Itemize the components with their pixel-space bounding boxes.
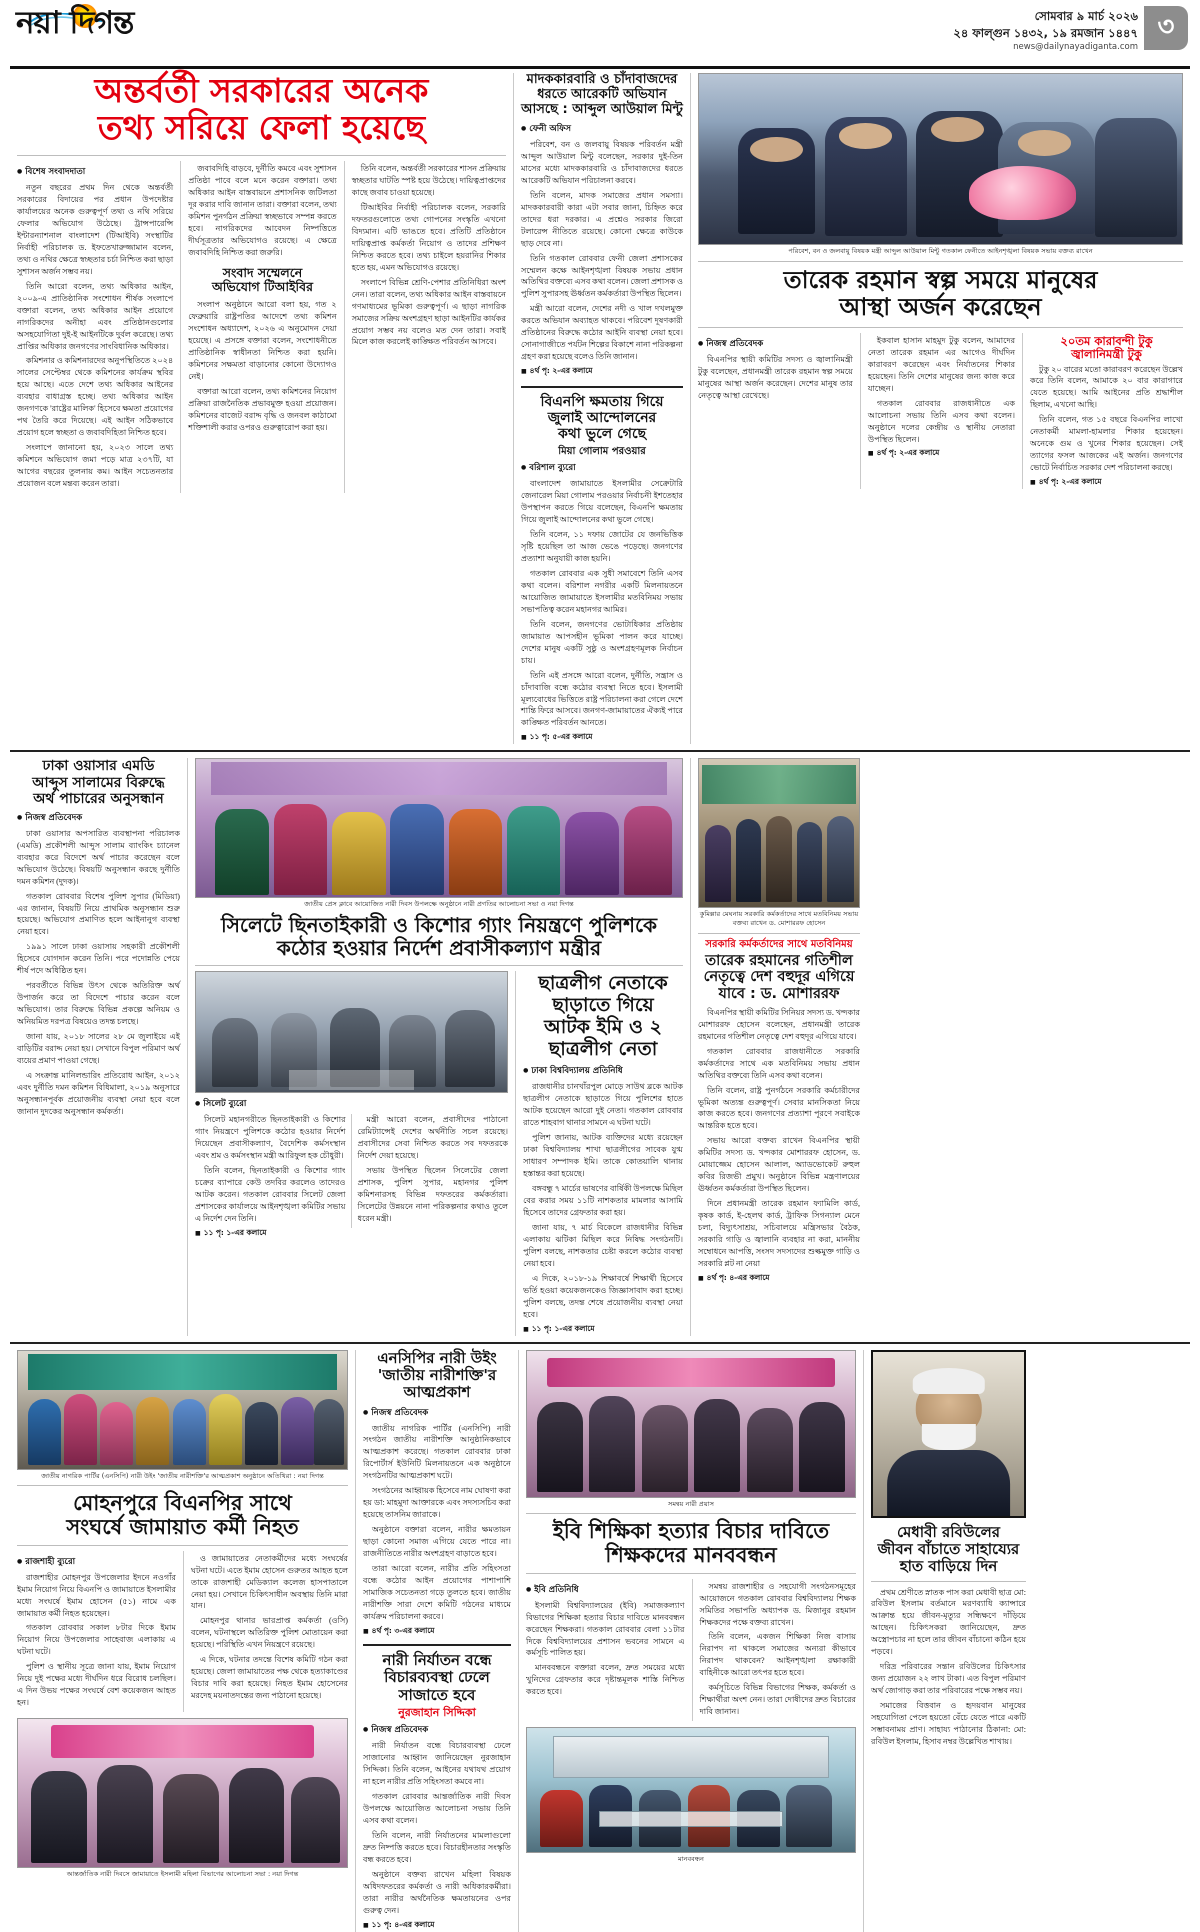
drug-story xyxy=(513,73,690,744)
paragraph: বক্তারা আরো বলেন, তথ্য কমিশনের নিয়োগ প্রক্রিয়া রাজনৈতিক প্রভাবমুক্ত হওয়া প্রয়োজন। কমিশনের বাজেট বরাদ্দ বৃদ্ধি ও জনবল কাঠামো শক্তিশালী করার ওপরও গুরুত্বারোপ করা হয়। xyxy=(188,387,337,433)
nari-divider xyxy=(363,1644,511,1646)
nari-body xyxy=(363,1740,511,1917)
nscp-jump[interactable]: ■ ৪র্থ পৃ: ৩-এর কলামে xyxy=(363,1626,511,1638)
sylhet-byline: ● সিলেট ব্যুরো xyxy=(195,1097,508,1111)
medhabi-line1: মেধাবী রবিউলের xyxy=(896,1522,1001,1541)
paragraph: প্রথম শ্রেণীতে স্নাতক পাস করা মেধাবী ছাত্র মো: রবিউল ইসলাম বর্তমানে মরণব্যাধি ক্যান্সারে আক্রান্ত হয়ে জীবন-মৃত্যুর সন্ধিক্ষণে দাঁড়িয়ে আছেন। চিকিৎসকরা জানিয়েছেন, দ্রুত অস্ত্রোপচার না হলে তার জীবন বাঁচানো কঠিন হয়ে পড়বে। xyxy=(871,1587,1026,1657)
bnp-july-line3: কথা ভুলে গেছে xyxy=(557,426,647,443)
paragraph: ও জামায়াতের নেতাকর্মীদের মধ্যে সংঘর্ষের ঘটনা ঘটে। এতে ইমাম হোসেন গুরুতর আহত হলে তাকে রাজশাহী মেডিক্যাল কলেজ হাসপাতালে নেয়া হয়। সেখানে চিকিৎসাধীন অবস্থায় তিনি মারা যান। xyxy=(191,1553,348,1611)
chatra-headline xyxy=(523,973,683,1060)
paragraph: গতকাল রোববার আন্তর্জাতিক নারী দিবস উপলক্ষে আয়োজিত আলোচনা সভায় তিনি এসব কথা বলেন। xyxy=(363,1791,511,1825)
sylhet-story xyxy=(187,758,690,1335)
paragraph: রাজধানীর চানখাঁরপুল মোড়ে সাউথ ব্লকে আটক ছাত্রলীগ নেতাকে ছাড়াতে গিয়ে পুলিশের হাতে আটক হয়েছেন আরো দুই নেতা। গতকাল রোববার রাতে শাহবাগ থানার সামনে এ ঘটনা ঘটে। xyxy=(523,1082,683,1128)
lead-headline xyxy=(17,73,506,147)
paragraph: সংগঠনের আহ্বায়ক হিসেবে নাম ঘোষণা করা হয় ডা: মাহমুদা আক্তারকে এবং সদস্যসচিব করা হয়েছে তাসনিম জারাকে। xyxy=(363,1486,511,1520)
tarek-col-3 xyxy=(1022,333,1183,489)
ibi-col-2 xyxy=(692,1579,857,1722)
sylhet-headline xyxy=(195,914,683,960)
mohanpur-divider-top xyxy=(17,1485,348,1486)
wasa-line3: অর্থ পাচারের অনুসন্ধান xyxy=(33,790,164,807)
paragraph: বঙ্গবন্ধু ৭ মার্চের ভাষণের বার্ষিকী উপলক্ষে মিছিল বের করার সময় ১১টি নাশকতার মামলার আসামি হিসেবে তাদের গ্রেফতার করা হয়। xyxy=(523,1184,683,1218)
paragraph: মন্ত্রী আরো বলেন, দেশের নদী ও খাল দখলমুক্ত করতে অভিযান অব্যাহত থাকবে। পরিবেশ দূষণকারী প্রতিষ্ঠানের বিরুদ্ধে কঠোর আইনি ব্যবস্থা নেয়া হবে। সোনাগাজীতে পর্যটন শিল্পের বিকাশে নানা পরিকল্পনা গ্রহণ করা হয়েছে বলেও তিনি জানান। xyxy=(521,304,683,362)
lead-byline: ● বিশেষ সংবাদদাতা xyxy=(17,165,173,179)
paragraph: বাংলাদেশ জামায়াতে ইসলামীর সেক্রেটারি জেনারেল মিয়া গোলাম পরওয়ার নির্বাচনী ইশতেহার উপস্থাপন করতে গিয়ে বলেছেন, বিএনপি ক্ষমতায় গিয়ে জুলাই আন্দোলনের কথা ভুলে গেছে। xyxy=(521,479,683,524)
lead-columns xyxy=(17,161,506,493)
mintu-photo xyxy=(698,73,1183,245)
paragraph: তিনি বলেন, ছিনতাইকারী ও কিশোর গ্যাং চক্রের ব্যাপারে কেউ তদবির করলেও তাদেরও আটক করেন। গতকাল রোববার সিলেট জেলা প্রশাসকের কার্যালয়ে আইনশৃঙ্খলা কমিটির সভায় এ নির্দেশ দেন তিনি। xyxy=(195,1165,346,1223)
paragraph: নতুন বছরের প্রথম দিন থেকে অন্তর্বর্তী সরকারের বিদায়ের পর প্রধান উপদেষ্টার কার্যালয়ের অনেক গুরুত্বপূর্ণ তথ্য ও নথি সরিয়ে ফেলার অভিযোগ উঠেছে। ট্রান্সপারেন্সি ইন্টারন্যাশনাল বাংলাদেশ (টিআইবি) সংস্থাটির নির্বাহী পরিচালক ড. ইফতেখারুজ্জামান বলেন, তথ্য ও নথির ক্ষেত্রে স্বচ্ছতার চর্চা নিশ্চিত করা ছাড়া সুশাসন অর্জন সম্ভব নয়। xyxy=(17,182,174,276)
meghna-photo-caption: কুমিল্লার মেঘনায় সরকারি কর্মকর্তাদের সাথে মতবিনিময় সভায় বক্তব্য রাখেন ড. মোশাররফ হোসেন xyxy=(699,910,859,927)
bnp-july-line2: জুলাই আন্দোলনের xyxy=(547,410,657,427)
mohanpur-line2: সংঘর্ষে জামায়াত কর্মী নিহত xyxy=(66,1515,299,1540)
paragraph: সংলাপ অনুষ্ঠানে আরো বলা হয়, গত ২ ফেব্রুয়ারি রাষ্ট্রপতির আদেশে তথ্য কমিশন সংশোধন অধ্যাদেশ, ২০২৬ এ অনুমোদন দেয়া হয়েছে। এ প্রসঙ্গে বক্তারা বলেন, সংশোধনীতে প্রাতিষ্ঠানিক স্বাধীনতা নিশ্চিত করা হয়নি। কমিশনের সক্ষমতা বাড়ানোর কোনো উদ্যোগও নেই। xyxy=(188,300,337,382)
tarek-columns xyxy=(698,333,1183,489)
lead-col-2 xyxy=(180,161,343,493)
tarek-byline: ● নিজস্ব প্রতিবেদক xyxy=(698,337,853,351)
drug-jump[interactable]: ■ ৪র্থ পৃ: ২-এর কলামে xyxy=(521,366,683,378)
wasa-line1: ঢাকা ওয়াসার এমডি xyxy=(42,758,155,775)
medhabi-line3: হাত বাড়িয়ে দিন xyxy=(899,1557,998,1576)
lead-col-3 xyxy=(344,161,506,493)
masthead-logo[interactable] xyxy=(16,5,134,41)
mohanpur-col2-body xyxy=(191,1553,348,1703)
paragraph: সিলেট মহানগরীতে ছিনতাইকারী ও কিশোর গ্যাং নিয়ন্ত্রণে পুলিশকে কঠোর হওয়ার নির্দেশ দিয়েছেন প্রবাসীকল্যাণ, বৈদেশিক কর্মসংস্থান এবং শ্রম ও কর্মসংস্থান মন্ত্রী আরিফুল হক চৌধুরী। xyxy=(195,1114,346,1160)
zone-divider-1 xyxy=(10,750,1190,752)
bottom-zone xyxy=(10,1350,1190,1932)
sylhet-divider xyxy=(195,965,683,966)
middle-zone xyxy=(10,758,1190,1335)
paragraph: মানববন্ধনে বক্তারা বলেন, দ্রুত সময়ের মধ্যে খুনিদের গ্রেফতার করে দৃষ্টান্তমূলক শাস্তি নিশ্চিত করতে হবে। xyxy=(526,1663,685,1697)
lead-col3-body xyxy=(352,163,506,349)
tarek-divider xyxy=(698,327,1183,328)
paragraph: জবাবদিহি বাড়বে, দুর্নীতি কমবে এবং সুশাসন প্রতিষ্ঠা পাবে বলে মনে করেন বক্তারা। তথ্য অধিকার আইন বাস্তবায়নে প্রশাসনিক জটিলতা দূর করার দাবি জানান তারা। বক্তারা বলেন, তথ্য কমিশন পুনর্গঠন প্রক্রিয়া স্বচ্ছভাবে সম্পন্ন করতে হবে। নাগরিকদের আবেদন নিষ্পত্তিতে দীর্ঘসূত্রতার অভিযোগও রয়েছে। এ ক্ষেত্রে জবাবদিহি নিশ্চিত করা জরুরি। xyxy=(188,163,337,257)
paragraph: তিনি গতকাল রোববার ফেনী জেলা প্রশাসকের সম্মেলন কক্ষে আইনশৃঙ্খলা বিষয়ক সভায় প্রধান অতিথির বক্তব্যে এসব কথা বলেন। জেলা প্রশাসক ও পুলিশ সুপারসহ ঊর্ধ্বতন কর্মকর্তারা উপস্থিত ছিলেন। xyxy=(521,253,683,299)
paragraph: অনুষ্ঠানে বক্তারা বলেন, নারীর ক্ষমতায়ন ছাড়া কোনো সমাজ এগিয়ে যেতে পারে না। রাজনীতিতে নারীর অংশগ্রহণ বাড়াতে হবে। xyxy=(363,1525,511,1559)
sylhet-photo xyxy=(195,971,508,1093)
tarek-col1-body xyxy=(698,354,853,402)
medhabi-story xyxy=(863,1350,1033,1932)
nscp-body xyxy=(363,1423,511,1624)
paragraph: তিনি বলেন, মাদক সমাজের প্রধান সমস্যা। মাদককারবারী কারা এটা সবার জানা, চিহ্নিত করে তাদের ধরা দরকার। এ প্রশ্নেও সরকার জিরো টলারেন্স নীতিতে রয়েছে। কোনো ক্ষেত্রে কাউকে ছাড় দেবে না। xyxy=(521,190,683,248)
paragraph: এ দিকে, ঘটনার তদন্তে বিশেষ কমিটি গঠন করা হয়েছে। জেলা জামায়াতের পক্ষ থেকে হত্যাকাণ্ডের বিচার দাবি করা হয়েছে। নিহত ইমাম হোসেনের মরদেহ ময়নাতদন্তের জন্য পাঠানো হয়েছে। xyxy=(191,1655,348,1701)
lead-divider xyxy=(17,155,506,156)
lead-col2-body xyxy=(188,163,336,259)
nari-line1: নারী নির্যাতন বন্ধে xyxy=(382,1651,492,1669)
paragraph: জাতীয় নাগরিক পার্টির (এনসিপি) নারী সংগঠন জাতীয় নারীশক্তি আনুষ্ঠানিকভাবে আত্মপ্রকাশ করেছে। গতকাল রোববার ঢাকা রিপোর্টার্স ইউনিটি মিলনায়তনে এক অনুষ্ঠানে সংগঠনটির আত্মপ্রকাশ ঘটে। xyxy=(363,1423,511,1481)
lead-headline-line2: তথ্য সরিয়ে ফেলা হয়েছে xyxy=(97,107,426,147)
paragraph: দরিদ্র পরিবারের সন্তান রবিউলের চিকিৎসার জন্য প্রয়োজন ২২ লাখ টাকা। এত বিপুল পরিমাণ অর্থ জোগাড় করা তার পরিবারের পক্ষে সম্ভব নয়। xyxy=(871,1662,1026,1696)
mohanpur-divider xyxy=(17,1545,348,1546)
nscp-line1: এনসিপির নারী উইং xyxy=(377,1348,497,1367)
nari-jump[interactable]: ■ ১১ পৃ: ৪-এর কলামে xyxy=(363,1920,511,1932)
nscp-line2: 'জাতীয় নারীশক্তি'র xyxy=(377,1366,497,1384)
tuku-sub-headline xyxy=(1030,335,1183,361)
tarek-divider-top xyxy=(698,261,1183,262)
nscp-headline xyxy=(363,1350,511,1402)
paragraph: গতকাল রোববার রাজধানীতে সরকারি কর্মকর্তাদের সাথে এক মতবিনিময় সভায় প্রধান অতিথির বক্তব্যে তিনি এসব কথা বলেন। xyxy=(698,1046,860,1080)
nari-proyas-photo xyxy=(526,1350,856,1498)
ibi-col-1 xyxy=(526,1579,692,1722)
narishakti-photo xyxy=(17,1350,348,1470)
chatra-line2: আটক ইমি ও ২ ছাত্রলীগ নেতা xyxy=(544,1015,662,1060)
sylhet-jump[interactable]: ■ ১১ পৃ: ১-এর কলামে xyxy=(195,1228,508,1240)
paragraph: সমাজের বিত্তবান ও হৃদয়বান মানুষের সহযোগিতা পেলে হয়তো বেঁচে যেতে পারে একটি সম্ভাবনাময় প্রাণ। সাহায্য পাঠানোর ঠিকানা: মো: রবিউল ইসলাম, হিসাব নম্বর উল্লেখিত শাখায়। xyxy=(871,1701,1026,1747)
paragraph: ১৯৯১ সালে ঢাকা ওয়াসায় সহকারী প্রকৌশলী হিসেবে যোগদান করেন তিনি। পরে পদোন্নতি পেয়ে শীর্ষ পদে অধিষ্ঠিত হন। xyxy=(17,942,180,976)
paragraph: সভায় উপস্থিত ছিলেন সিলেটের জেলা প্রশাসক, পুলিশ সুপার, মহানগর পুলিশ কমিশনারসহ বিভিন্ন দফতরের কর্মকর্তারা। সিলেটের উন্নয়নে নানা পরিকল্পনার কথাও তুলে ধরেন মন্ত্রী। xyxy=(357,1165,509,1223)
jamaat-mohila-photo xyxy=(17,1718,348,1868)
medhabi-line2: জীবন বাঁচাতে সাহায্যের xyxy=(877,1540,1020,1558)
paragraph: গতকাল রোববার রাজধানীতে এক আলোচনা সভায় তিনি এসব কথা বলেন। অনুষ্ঠানে দলের কেন্দ্রীয় ও স্থানীয় নেতারা উপস্থিত ছিলেন। xyxy=(867,398,1016,444)
paragraph: মোহনপুর থানার ভারপ্রাপ্ত কর্মকর্তা (ওসি) বলেন, ঘটনাস্থলে অতিরিক্ত পুলিশ মোতায়েন করা হয়েছে। পরিস্থিতি এখন নিয়ন্ত্রণে রয়েছে। xyxy=(191,1616,348,1650)
paragraph: তিনি বলেন, একজন শিক্ষিকা নিজ বাসায় নিরাপদ না থাকলে সমাজের অন্যরা কীভাবে নিরাপদ থাকবেন? আইনশৃঙ্খলা রক্ষাকারী বাহিনীকে আরো তৎপর হতে হবে। xyxy=(699,1632,856,1678)
nari-speaker: নুরজাহান সিদ্দিকা xyxy=(398,1705,476,1719)
paragraph: অনুষ্ঠানে বক্তব্য রাখেন মহিলা বিষয়ক অধিদফতরের কর্মকর্তা ও নারী অধিকারকর্মীরা। তারা নারীর অর্থনৈতিক ক্ষমতায়নের ওপর গুরুত্ব দেন। xyxy=(363,1869,511,1915)
nari-byline: ● নিজস্ব প্রতিবেদক xyxy=(363,1723,511,1737)
ibi-headline xyxy=(526,1519,856,1567)
chatra-body xyxy=(523,1081,683,1320)
paragraph: সংলাপে বিভিন্ন শ্রেণি-পেশার প্রতিনিধিরা অংশ নেন। তারা বলেন, তথ্য অধিকার আইন বাস্তবায়নে গণমাধ্যমের ভূমিকা গুরুত্বপূর্ণ। এ ছাড়া নাগরিক সমাজের সক্রিয় অংশগ্রহণ ছাড়া আইনটির কার্যকর প্রয়োগ সম্ভব নয় বলেও মত দেন তারা। সবাই মিলে কাজ করলেই কাঙ্ক্ষিত পরিবর্তন আসবে। xyxy=(351,277,506,347)
ibi-divider xyxy=(526,1573,856,1574)
tuku-jump[interactable]: ■ ৪র্থ পৃ: ২-এর কলামে xyxy=(1030,477,1183,489)
mohanpur-byline: ● রাজশাহী ব্যুরো xyxy=(17,1555,176,1569)
nari-line2: বিচারব্যবস্থা ঢেলে xyxy=(384,1668,490,1687)
lead-col2-body-2 xyxy=(188,299,336,434)
jamaat-mohila-caption: আন্তর্জাতিক নারী দিবসে জামায়াতে ইসলামী মহিলা বিভাগের আলোচনা সভা : নয়া দিগন্ত xyxy=(66,1870,299,1879)
govt-divider xyxy=(698,933,860,934)
mohanpur-col-2 xyxy=(183,1551,348,1713)
tarek-col-2 xyxy=(860,333,1022,489)
paragraph: তিনি বলেন, ১১ দফায় জোটের যে জনভিত্তিক সৃষ্টি হয়েছিল তা আজ ভেঙে পড়েছে। জনগণের প্রত্যাশা অনুযায়ী কাজ হয়নি। xyxy=(521,529,683,563)
paragraph: নারী নির্যাতন বন্ধে বিচারব্যবস্থা ঢেলে সাজানোর আহ্বান জানিয়েছেন নুরজাহান সিদ্দিকা। তিনি বলেন, আইনের যথাযথ প্রয়োগ না হলে নারীর প্রতি সহিংসতা কমবে না। xyxy=(363,1741,511,1786)
tarek-col2-body xyxy=(868,335,1015,446)
paragraph: টুকু ২০ বারের মতো কারাবরণ করেছেন উল্লেখ করে তিনি বলেন, আমাকে ২০ বার কারাগারে যেতে হয়েছে। আমি আইনের প্রতি শ্রদ্ধাশীল ছিলাম, এখনো আছি। xyxy=(1030,364,1183,410)
masthead-title: নয়া দিগন্ত xyxy=(16,5,134,41)
govt-jump[interactable]: ■ ৪র্থ পৃ: ৪-এর কলামে xyxy=(698,1273,860,1285)
bnp-july-byline: ● বরিশাল ব্যুরো xyxy=(521,461,683,475)
wasa-byline: ● নিজস্ব প্রতিবেদক xyxy=(17,811,180,825)
paragraph: রাজশাহীর মোহনপুর উপজেলার ইদনে নওগাঁর ইমাম নিয়োগ নিয়ে বিএনপি ও জামায়াতে ইসলামীর মধ্যে সংঘর্ষে ইমাম হোসেন (৫১) নামে এক জামায়াত কর্মী নিহত হয়েছেন। xyxy=(17,1572,176,1618)
paragraph: এ সংক্রান্ত মানিলন্ডারিং প্রতিরোধ আইন, ২০১২ এবং দুর্নীতি দমন কমিশন বিধিমালা, ২০১৯ অনুসারে অনুসন্ধানপূর্বক প্রয়োজনীয় ব্যবস্থা নেয়া হবে বলে জানান দুদকের অনুসন্ধান কর্মকর্তা। xyxy=(17,1071,180,1116)
paragraph: পরিবেশ, বন ও জলবায়ু বিষয়ক পরিবর্তন মন্ত্রী আব্দুল আউয়াল মিন্টু বলেছেন, সরকার দুই-তিন মাসের মধ্যে মাদককারবারি ও চাঁদাবাজদের ধরতে আরেকটি অভিযান পরিচালনা করবে। xyxy=(521,139,683,185)
ti-box-line2: অভিযোগ টিআইবির xyxy=(211,279,313,295)
sylhet-left xyxy=(195,971,515,1336)
mohanpur-col-1 xyxy=(17,1551,183,1713)
tarek-jump[interactable]: ■ ৪র্থ পৃ: ২-এর কলামে xyxy=(868,448,1015,460)
tarek-story xyxy=(690,73,1190,744)
medhabi-body xyxy=(871,1587,1026,1749)
govt-kicker: সরকারি কর্মকর্তাদের সাথে মতবিনিময় xyxy=(705,938,853,950)
paragraph: তিনি আরো বলেন, তথ্য অধিকার আইন, ২০০৯-এ প্রাতিষ্ঠানিক সংশোধন শীর্ষক সংলাপে বক্তারা বলেন, তথ্য অধিকার আইন প্রয়োগে নাগরিকদের অনীহা এবং প্রতিষ্ঠানগুলোর অসহযোগিতা দুই-ই আইনটিকে দুর্বল করেছে। তথ্য প্রাপ্তির অধিকার জনগণের সাংবিধানিক অধিকার। xyxy=(17,281,174,351)
tarek-col-1 xyxy=(698,333,860,489)
mohanpur-columns xyxy=(17,1551,348,1713)
sylhet-columns xyxy=(195,971,683,1336)
bnp-july-speaker: মিয়া গোলাম পরওয়ার xyxy=(558,445,646,457)
mohanpur-line1: মোহনপুরে বিএনপির সাথে xyxy=(73,1491,292,1516)
paragraph: তিনি এই প্রসঙ্গে আরো বলেন, দুর্নীতি, সন্ত্রাস ও চাঁদাবাজি বন্ধে কঠোর ব্যবস্থা নিতে হবে। ইসলামী মূল্যবোধের ভিত্তিতে রাষ্ট্র পরিচালনা করা গেলে দেশে শান্তি ফিরে আসবে। জনগণ-জামায়াতের ঐক্যই পারে কাঙ্ক্ষিত পরিবর্তন আনতে। xyxy=(521,670,683,728)
paragraph: তিনি বলেন, নারী নির্যাতনের মামলাগুলো দ্রুত নিষ্পত্তি করতে হবে। বিচারহীনতার সংস্কৃতি বন্ধ করতে হবে। xyxy=(363,1830,511,1864)
paragraph: গতকাল রোববার বিশেষ পুলিশ সুপার (মিডিয়া) এর জানান, বিষয়টি নিয়ে প্রাথমিক অনুসন্ধান শুরু হয়েছে। অভিযোগ প্রমাণিত হলে আইনানুগ ব্যবস্থা নেয়া হবে। xyxy=(17,891,180,937)
lead-col-1 xyxy=(17,161,180,493)
tuku-body xyxy=(1030,364,1183,475)
paragraph: পুলিশ ও স্থানীয় সূত্রে জানা যায়, ইমাম নিয়োগ নিয়ে দুই পক্ষের মধ্যে দীর্ঘদিন ধরে বিরোধ চলছিল। এ দিন উভয় পক্ষের সংঘর্ষে বেশ কয়েকজন আহত হন। xyxy=(17,1662,176,1708)
paragraph: পুলিশ জানায়, আটক ব্যক্তিদের মধ্যে রয়েছেন ঢাকা বিশ্ববিদ্যালয় শাখা ছাত্রলীগের সাবেক যুগ্ম সাধারণ সম্পাদক ইমি। তাকে কোতয়ালি থানায় হস্তান্তর করা হয়েছে। xyxy=(523,1133,683,1179)
paragraph: তিনি বলেন, অন্তর্বর্তী সরকারের শাসন প্রক্রিয়ায় স্বচ্ছতার ঘাটতি স্পষ্ট হয়ে উঠেছে। দায়িত্বপ্রাপ্তদের কাছে জবাব চাওয়া হয়েছে। xyxy=(351,163,506,197)
govt-body xyxy=(698,1007,860,1270)
chatra-line1: ছাত্রলীগ নেতাকে ছাড়াতে গিয়ে xyxy=(538,971,668,1016)
medhabi-divider xyxy=(871,1581,1026,1582)
bnp-july-headline xyxy=(521,394,683,442)
paragraph: ইসলামী বিশ্ববিদ্যালয়ের (ইবি) সমাজকল্যাণ বিভাগের শিক্ষিকা হত্যার বিচার দাবিতে মানববন্ধন করেছেন শিক্ষকরা। গতকাল রোববার বেলা ১১টার দিকে বিশ্ববিদ্যালয়ের প্রশাসন ভবনের সামনে এ কর্মসূচি পালিত হয়। xyxy=(526,1600,685,1658)
paragraph: এ দিকে, ২০১৮-১৯ শিক্ষাবর্ষে শিক্ষার্থী হিসেবে ভর্তি হওয়া কয়েকজনকেও জিজ্ঞাসাবাদ করা হচ্ছে। পুলিশ বলছে, তদন্ত শেষে প্রয়োজনীয় ব্যবস্থা নেয়া হবে। xyxy=(523,1273,683,1319)
bnp-july-line1: বিএনপি ক্ষমতায় গিয়ে xyxy=(540,394,664,411)
drug-headline-line1: মাদককারবারি ও চাঁদাবাজদের xyxy=(526,72,678,87)
date-hijri-bangla: ২৪ ফাল্গুন ১৪৩২, ১৯ রমজান ১৪৪৭ xyxy=(953,25,1138,40)
paragraph: বিএনপির স্থায়ী কমিটির সদস্য ও জ্বালানিমন্ত্রী টুকু বলেছেন, প্রধানমন্ত্রী তারেক রহমান স্বল্প সময়ে মানুষের আস্থা অর্জন করেছেন। দেশের মানুষ তার নেতৃত্বে আস্থা রেখেছে। xyxy=(698,354,853,400)
bnp-july-body xyxy=(521,478,683,729)
ibi-line1: ইবি শিক্ষিকা হত্যার বিচার দাবিতে xyxy=(552,1519,830,1544)
robiul-portrait xyxy=(871,1350,1026,1518)
masthead xyxy=(10,6,1190,64)
paragraph: জানা যায়, ২০১৮ সালের ২৮ মে জুলাইয়ে এই বাড়িটির বরাদ্দ নেয়া হয়। সেখানে বিপুল পরিমাণ অর্থ ব্যয়ের প্রমাণ পাওয়া গেছে। xyxy=(17,1032,180,1066)
ibi-columns xyxy=(526,1579,856,1722)
paragraph: গতকাল রোববার সকাল ৮টার দিকে ইমাম নিয়োগ নিয়ে উপজেলার সাহেবাজ এলাকায় এ ঘটনা ঘটে। xyxy=(17,1623,176,1657)
govt-line2: তারেক রহমানের গতিশীল xyxy=(705,952,853,969)
paragraph: তিনি বলেন, রাষ্ট্র পুনর্গঠনে সরকারি কর্মচারীদের ভূমিকা অত্যন্ত গুরুত্বপূর্ণ। সেবার মানসিকতা নিয়ে কাজ করতে হবে। জনগণের প্রত্যাশা পূরণে সবাইকে আন্তরিক হতে হবে। xyxy=(698,1085,860,1131)
nari-line3: সাজাতে হবে xyxy=(398,1685,476,1704)
date-gregorian: সোমবার ৯ মার্চ ২০২৬ xyxy=(1034,9,1138,23)
mintu-photo-caption: পরিবেশ, বন ও জলবায়ু বিষয়ক মন্ত্রী আব্দুল আউয়াল মিন্টু গতকাল ফেনীতে আইনশৃঙ্খলা বিষয়ক সভায় বক্তব্য রাখেন xyxy=(788,247,1093,255)
mohanpur-story xyxy=(10,1350,355,1932)
lead-col1-body xyxy=(17,182,173,490)
ti-box-line1: সংবাদ সম্মেলনে xyxy=(222,264,303,280)
sylhet-line2: কঠোর হওয়ার নির্দেশ প্রবাসীকল্যাণ মন্ত্রীর xyxy=(276,935,602,960)
paragraph: কমিশনার ও কমিশনারদের অনুপস্থিতিতে ২০২৪ সালের সেপ্টেম্বর থেকে কমিশনের কার্যক্রম স্থবির হয়ে আছে। এতে দেশে তথ্য অধিকার আইনের ব্যবহার বাধাগ্রস্ত হচ্ছে। তথ্য অধিকার আইন জনগণকে 'রাষ্ট্রের মালিক' হিসেবে ক্ষমতা প্রয়োগের পথ তৈরি করে দিয়েছে। এই আইন সঠিকভাবে প্রয়োগ হলে স্বচ্ছতা ও জবাবদিহিতা নিশ্চিত হবে। xyxy=(17,356,174,438)
drug-headline xyxy=(521,73,683,118)
chatra-byline: ● ঢাকা বিশ্ববিদ্যালয় প্রতিনিধি xyxy=(523,1064,683,1078)
paragraph: তিনি বলেন, জনগণের ভোটাধিকার প্রতিষ্ঠায় জামায়াত আপসহীন ভূমিকা পালন করে যাচ্ছে। দেশের মানুষ একটি সুষ্ঠু ও অংশগ্রহণমূলক নির্বাচন চায়। xyxy=(521,619,683,665)
ibi-story xyxy=(518,1350,863,1932)
press-club-caption: জাতীয় প্রেস ক্লাবে আয়োজিত নারী দিবস উপলক্ষে অনুষ্ঠানে নারী প্রগতির আলোচনা সভা ও নয়া দিগন্ত xyxy=(304,900,574,909)
paragraph: পরবর্তীতে বিভিন্ন উৎস থেকে অতিরিক্ত অর্থ উপার্জন করে তা বিদেশে পাচার করেন বলে অভিযোগ। তার বিরুদ্ধে বিভিন্ন প্রকল্পে অনিয়ম ও অনিয়মিত দরপত্র বিষয়েও তদন্ত চলছে। xyxy=(17,981,180,1027)
paragraph: ইকবাল হাসান মাহমুদ টুকু বলেন, আমাদের নেতা তারেক রহমান এর আগেও দীর্ঘদিন কারাবরণ করেছেন এবং নির্যাতনের শিকার হয়েছেন। তিনি দেশের মানুষের জন্য কাজ করে যাচ্ছেন। xyxy=(867,335,1016,393)
masthead-dateblock xyxy=(953,8,1138,54)
tuku-sub-line2: জ্বালানিমন্ত্রী টুকু xyxy=(1071,346,1142,361)
zone-divider-2 xyxy=(10,1342,1190,1344)
paragraph: কর্মসূচিতে বিভিন্ন বিভাগের শিক্ষক, কর্মকর্তা ও শিক্ষার্থীরা অংশ নেন। তারা দোষীদের দ্রুত বিচারের দাবি জানান। xyxy=(699,1683,856,1717)
tarek-headline-line2: আস্থা অর্জন করেছেন xyxy=(839,293,1042,322)
medhabi-headline xyxy=(871,1524,1026,1576)
drug-divider xyxy=(521,386,683,388)
masthead-rule xyxy=(10,66,1190,69)
ti-box-headline xyxy=(188,266,336,295)
ibi-col1-body xyxy=(526,1600,685,1699)
drug-headline-line2: ধরতে আরেকটি অভিযান xyxy=(537,86,667,102)
page-number-badge: ৩ xyxy=(1144,6,1188,50)
nscp-line3: আত্মপ্রকাশ xyxy=(403,1383,471,1402)
ibi-line2: শিক্ষকদের মানববন্ধন xyxy=(605,1543,777,1568)
bnp-july-jump[interactable]: ■ ১১ পৃ: ৫-এর কলামে xyxy=(521,732,683,744)
tarek-headline xyxy=(698,267,1183,322)
tuku-sub-line1: ২০তম কারাবন্দী টুকু xyxy=(1060,333,1153,348)
narishakti-caption: জাতীয় নাগরিক পার্টির (এনসিপি) নারী উইং 'জাতীয় নারীশক্তি'র আত্মপ্রকাশ অনুষ্ঠানে অতিথিরা : নয়া দিগন্ত xyxy=(41,1471,324,1480)
mohanpur-col1-body xyxy=(17,1572,176,1710)
nscp-byline: ● নিজস্ব প্রতিবেদক xyxy=(363,1406,511,1420)
paragraph: তারা আরো বলেন, নারীর প্রতি সহিংসতা বন্ধে কঠোর আইন প্রয়োগের পাশাপাশি সামাজিক সচেতনতা গড়ে তুলতে হবে। জাতীয় নারীশক্তি সারা দেশে কমিটি গঠনের মাধ্যমে কার্যক্রম পরিচালনা করবে। xyxy=(363,1564,511,1622)
govt-line3: নেতৃত্বে দেশ বহুদূর এগিয়ে xyxy=(703,969,855,986)
manobbondhon-photo xyxy=(526,1727,856,1853)
paragraph: ঢাকা ওয়াসার অপসারিত ব্যবস্থাপনা পরিচালক (এমডি) প্রকৌশলী আব্দুস সালাম ব্যাংকিং চ্যানেল ব্যবহার করে বিদেশে অর্থ পাচার করেছেন বলে অভিযোগ উঠেছে। বিষয়টি অনুসন্ধান করছে দুর্নীতি দমন কমিশন (দুদক)। xyxy=(17,828,180,886)
chatra-story xyxy=(515,971,683,1336)
paragraph: দিনে প্রধানমন্ত্রী তারেক রহমান ফ্যামিলি কার্ড, কৃষক কার্ড, ই-হেলথ কার্ড, ট্রাফিক সিগন্যাল মেনে চলা, বিদ্যুৎসাশ্রয়, সচিবালয়ে মন্ত্রিসভার বৈঠক, সরকারি গাড়ি ও জ্বালানি ব্যবহার না করা, মাননীয় সম্বোধনে আপত্তি, সংসদ সদস্যদের শুল্কমুক্ত গাড়ি ও সরকারি প্লট না নেয়া xyxy=(698,1199,860,1269)
nari-headline xyxy=(363,1652,511,1704)
manobbondhon-caption: মানববন্ধন xyxy=(677,1855,704,1864)
wasa-line2: আব্দুস সালামের বিরুদ্ধে xyxy=(32,774,165,791)
ibi-divider-top xyxy=(526,1513,856,1514)
govt-headline xyxy=(698,953,860,1003)
wasa-body xyxy=(17,828,180,1118)
govt-staff-story xyxy=(690,758,867,1335)
ibi-col2-body xyxy=(700,1581,857,1719)
paragraph: জানা যায়, ৭ মার্চ বিকেলে রাজধানীর বিভিন্ন এলাকায় ঝটিকা মিছিল করে নিষিদ্ধ সংগঠনটি। পুলিশ বলছে, নাশকতার চেষ্টা করলে কঠোর ব্যবস্থা নেয়া হবে। xyxy=(523,1223,683,1268)
paragraph: সভায় আরো বক্তব্য রাখেন বিএনপির স্থায়ী কমিটির সদস্য ড. খন্দকার মোশাররফ হোসেন, ড. মোয়াজ্জেম হোসেন আলাল, অ্যাডভোকেট রুহুল কবির রিজভী প্রমুখ। অনুষ্ঠানে বিভিন্ন মন্ত্রণালয়ের ঊর্ধ্বতন কর্মকর্তারা উপস্থিত ছিলেন। xyxy=(698,1136,860,1194)
paragraph: বিএনপির স্থায়ী কমিটির সিনিয়র সদস্য ড. খন্দকার মোশাররফ হোসেন বলেছেন, প্রধানমন্ত্রী তারেক রহমানের গতিশীল নেতৃত্বে দেশ বহুদূর এগিয়ে যাবে। xyxy=(698,1007,860,1041)
paragraph: গতকাল রোববার এক সুধী সমাবেশে তিনি এসব কথা বলেন। বরিশাল নগরীর একটি মিলনায়তনে আয়োজিত জামায়াতে ইসলামীর মতবিনিময় সভায় সভাপতিত্ব করেন মহানগর আমির। xyxy=(521,568,683,614)
paragraph: মন্ত্রী আরো বলেন, প্রবাসীদের পাঠানো রেমিট্যান্সেই দেশের অর্থনীতি সচল রয়েছে। প্রবাসীদের সেবা নিশ্চিত করতে সব দফতরকে নির্দেশ দেয়া হয়েছে। xyxy=(357,1114,509,1160)
wasa-headline xyxy=(17,758,180,806)
chatra-jump[interactable]: ■ ১১ পৃ: ১-এর কলামে xyxy=(523,1324,683,1336)
lead-headline-line1: অন্তর্বর্তী সরকারের অনেক xyxy=(94,71,429,110)
sylhet-body xyxy=(195,1114,508,1228)
drug-headline-line3: আসছে : আব্দুল আউয়াল মিন্টু xyxy=(521,101,683,117)
drug-byline: ● ফেনী অফিস xyxy=(521,122,683,136)
nscp-story xyxy=(355,1350,518,1932)
meghna-photo xyxy=(698,758,860,908)
govt-line4: যাবে : ড. মোশাররফ xyxy=(718,986,840,1003)
sylhet-line1: সিলেটে ছিনতাইকারী ও কিশোর গ্যাং নিয়ন্ত্রণে পুলিশকে xyxy=(220,912,658,937)
nari-proyas-caption: সমন্বয় নারী প্রয়াস xyxy=(667,1499,715,1508)
lead-story xyxy=(10,73,513,744)
tarek-headline-line1: তারেক রহমান স্বল্প সময়ে মানুষের xyxy=(783,265,1098,294)
drug-body xyxy=(521,139,683,363)
paragraph: তিনি বলেন, গত ১৫ বছরে বিএনপির লাখো নেতাকর্মী মামলা-হামলার শিকার হয়েছেন। অনেকে গুম ও খুনের শিকার হয়েছেন। সেই ত্যাগের ফসল আজকের এই অর্জন। জনগণের ভোটে নির্বাচিত সরকার দেশ পরিচালনা করছে। xyxy=(1030,415,1183,473)
paragraph: সংলাপে জানানো হয়, ২০২৩ সালে তথ্য কমিশনে অভিযোগ জমা পড়ে মাত্র ২৩৭টি, যা আগের বছরের তুলনায় কম। আইন সচেতনতার প্রয়োজন বলে মন্তব্য করেন তারা। xyxy=(17,443,174,489)
mohanpur-headline xyxy=(17,1491,348,1539)
press-club-photo xyxy=(195,758,683,898)
masthead-email: news@dailynayadiganta.com xyxy=(1013,42,1138,53)
paragraph: টিআইবির নির্বাহী পরিচালক বলেন, সরকারি দফতরগুলোতে তথ্য গোপনের সংস্কৃতি এখনো বিদ্যমান। এটি ভাঙতে হবে। প্রতিটি প্রতিষ্ঠানে দায়িত্বপ্রাপ্ত কর্মকর্তা নিয়োগ ও তাদের প্রশিক্ষণ নিশ্চিত করতে হবে। তথ্য চাইলে হয়রানির শিকার হতে হয়, এমন অভিযোগও রয়েছে। xyxy=(351,202,506,272)
top-zone xyxy=(10,73,1190,744)
wasa-story xyxy=(10,758,187,1335)
paragraph: সমন্বয় রাজশাহীর ও সহযোগী সংগঠনসমূহের আয়োজনে গতকাল রোববার বিশ্ববিদ্যালয় শিক্ষক সমিতির সভাপতি অধ্যাপক ড. মিজানুর রহমান শিক্ষকদের পক্ষে বক্তব্য রাখেন। xyxy=(699,1581,856,1627)
ibi-byline: ● ইবি প্রতিনিধি xyxy=(526,1583,685,1597)
